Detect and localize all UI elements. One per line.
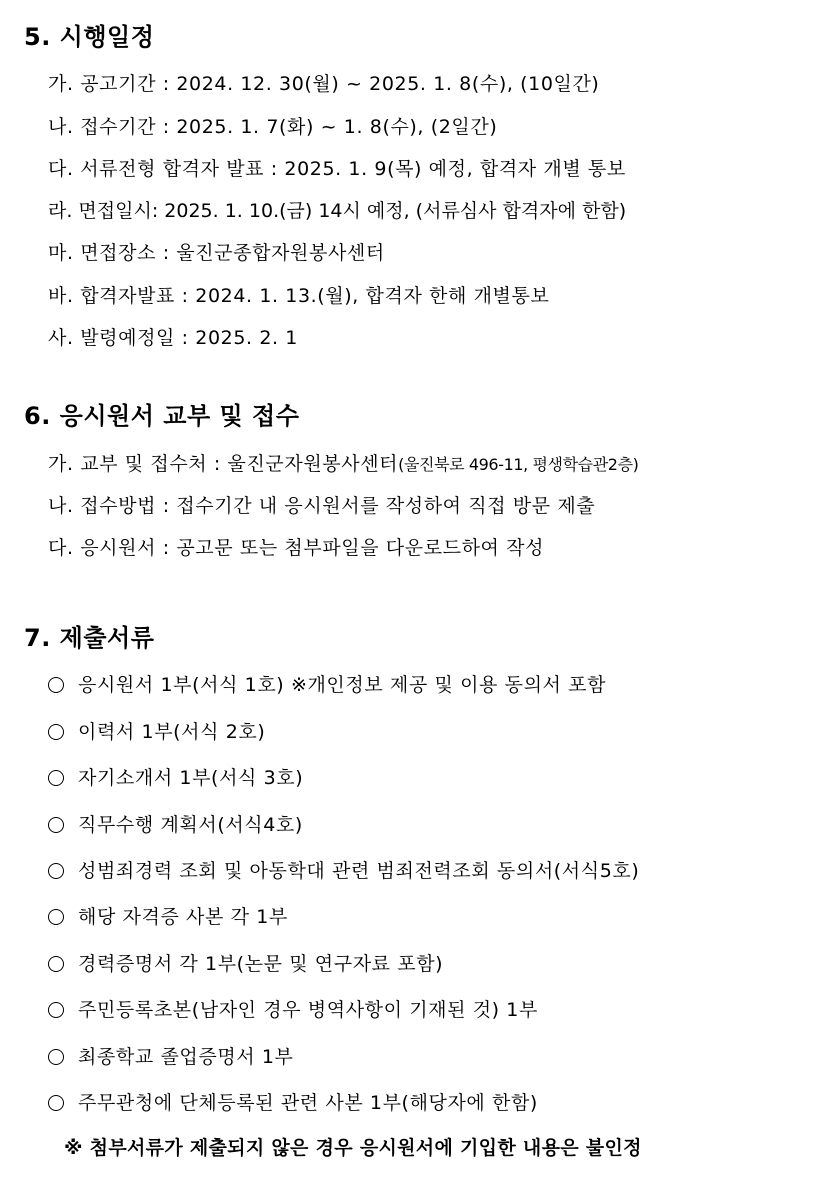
schedule-item-appointment-date: 사. 발령예정일 : 2025. 2. 1 <box>48 327 298 349</box>
document-item: 주무관청에 단체등록된 관련 사본 1부(해당자에 한함) <box>48 1089 538 1117</box>
document-item: 해당 자격증 사본 각 1부 <box>48 903 288 931</box>
section-heading-schedule: 5. 시행일정 <box>24 23 155 51</box>
circle-bullet-icon <box>48 724 64 740</box>
schedule-item-interview-date: 라. 면접일시: 2025. 1. 10.(금) 14시 예정, (서류심사 합격자에 한함) <box>48 200 627 222</box>
circle-bullet-icon <box>48 863 64 879</box>
document-item: 최종학교 졸업증명서 1부 <box>48 1043 294 1071</box>
document-item: 직무수행 계획서(서식4호) <box>48 811 303 839</box>
application-item-method: 나. 접수방법 : 접수기간 내 응시원서를 작성하여 직접 방문 제출 <box>48 495 596 517</box>
circle-bullet-icon <box>48 770 64 786</box>
document-item: 자기소개서 1부(서식 3호) <box>48 764 303 792</box>
application-item-place <box>48 450 638 479</box>
circle-bullet-icon <box>48 1002 64 1018</box>
application-item-form: 다. 응시원서 : 공고문 또는 첨부파일을 다운로드하여 작성 <box>48 537 545 559</box>
circle-bullet-icon <box>48 909 64 925</box>
circle-bullet-icon <box>48 677 64 693</box>
document-item: 이력서 1부(서식 2호) <box>48 718 265 746</box>
circle-bullet-icon <box>48 1049 64 1065</box>
schedule-item-final-result: 바. 합격자발표 : 2024. 1. 13.(월), 합격자 한해 개별통보 <box>48 285 550 307</box>
circle-bullet-icon <box>48 956 64 972</box>
schedule-item-application-period: 나. 접수기간 : 2025. 1. 7(화) ~ 1. 8(수), (2일간) <box>48 116 498 138</box>
circle-bullet-icon <box>48 1095 64 1111</box>
circle-bullet-icon <box>48 817 64 833</box>
schedule-item-document-result: 다. 서류전형 합격자 발표 : 2025. 1. 9(목) 예정, 합격자 개별 통보 <box>48 158 626 180</box>
document-item: 경력증명서 각 1부(논문 및 연구자료 포함) <box>48 950 443 978</box>
application-place-label: 가. 교부 및 접수처 : 울진군자원봉사센터 <box>48 453 399 475</box>
section-heading-documents: 7. 제출서류 <box>24 624 155 652</box>
documents-note: ※ 첨부서류가 제출되지 않은 경우 응시원서에 기입한 내용은 불인정 <box>64 1137 642 1159</box>
document-item: 성범죄경력 조회 및 아동학대 관련 범죄전력조회 동의서(서식5호) <box>48 857 639 885</box>
section-heading-application: 6. 응시원서 교부 및 접수 <box>24 402 300 430</box>
schedule-item-interview-place: 마. 면접장소 : 울진군종합자원봉사센터 <box>48 242 385 264</box>
application-place-address: (울진북로 496-11, 평생학습관2층) <box>398 455 639 474</box>
schedule-item-announcement-period: 가. 공고기간 : 2024. 12. 30(월) ~ 2025. 1. 8(수), (10일간) <box>48 73 600 95</box>
document-item: 응시원서 1부(서식 1호) ※개인정보 제공 및 이용 동의서 포함 <box>48 671 606 699</box>
document-item: 주민등록초본(남자인 경우 병역사항이 기재된 것) 1부 <box>48 996 538 1024</box>
